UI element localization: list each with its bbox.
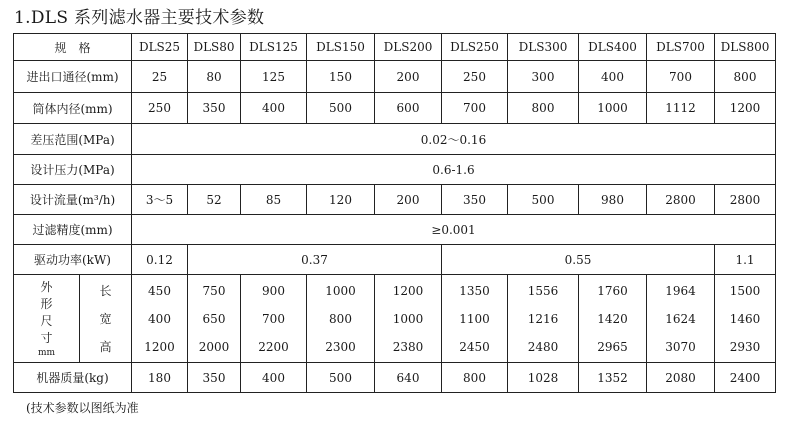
table-cell: 750 (202, 283, 226, 298)
dimensions-cell (132, 275, 188, 363)
table-cell: 1000 (579, 93, 647, 124)
table-cell: 1000 (392, 311, 424, 326)
dimensions-label (14, 275, 80, 363)
table-cell: 1216 (527, 311, 559, 326)
table-cell: 650 (202, 311, 226, 326)
spec-table (13, 33, 776, 393)
table-cell: 180 (132, 363, 188, 393)
table-cell: 3070 (665, 339, 696, 354)
table-cell: 2930 (729, 339, 761, 354)
height-label: 高 (99, 339, 112, 354)
pressure-diff-value: 0.02～0.16 (132, 124, 776, 155)
table-cell: 1028 (508, 363, 579, 393)
model-cell: DLS125 (241, 34, 307, 61)
model-cell: DLS400 (579, 34, 647, 61)
table-cell: 400 (241, 93, 307, 124)
model-cell: DLS80 (188, 34, 241, 61)
table-cell: 2380 (392, 339, 424, 354)
inner-diameter-row (14, 93, 776, 124)
table-cell: 2080 (647, 363, 715, 393)
design-pressure-label: 设计压力(MPa) (14, 155, 132, 185)
table-cell: 800 (329, 311, 352, 326)
table-cell: 2000 (198, 339, 230, 354)
table-cell: 52 (188, 185, 241, 215)
table-cell: 0.55 (442, 245, 715, 275)
length-label: 长 (99, 283, 112, 298)
table-cell: 85 (241, 185, 307, 215)
dimensions-cell (241, 275, 307, 363)
table-cell: 1352 (579, 363, 647, 393)
dimensions-char: 寸 (40, 330, 53, 345)
table-cell: 2965 (597, 339, 628, 354)
table-cell: 400 (579, 61, 647, 93)
table-cell: 2800 (715, 185, 776, 215)
table-cell: 2480 (527, 339, 559, 354)
table-cell: 1.1 (715, 245, 776, 275)
table-cell: 1964 (665, 283, 696, 298)
table-cell: 3～5 (132, 185, 188, 215)
spec-header-row (14, 34, 776, 61)
table-cell: 2450 (459, 339, 490, 354)
design-pressure-row (14, 155, 776, 185)
table-cell: 980 (579, 185, 647, 215)
dimensions-cell (715, 275, 776, 363)
table-cell: 200 (375, 61, 442, 93)
design-pressure-value: 0.6-1.6 (132, 155, 776, 185)
table-cell: 700 (442, 93, 508, 124)
pressure-diff-row (14, 124, 776, 155)
table-cell: 0.12 (132, 245, 188, 275)
table-cell: 1100 (459, 311, 490, 326)
dimensions-cell (307, 275, 375, 363)
dimensions-cell (647, 275, 715, 363)
model-cell: DLS200 (375, 34, 442, 61)
table-cell: 2400 (715, 363, 776, 393)
table-cell: 1760 (597, 283, 628, 298)
design-flow-row (14, 185, 776, 215)
table-cell: 2300 (325, 339, 356, 354)
table-cell: 120 (307, 185, 375, 215)
design-flow-label: 设计流量(m³/h) (14, 185, 132, 215)
table-cell: 1500 (729, 283, 761, 298)
model-cell: DLS300 (508, 34, 579, 61)
width-label: 宽 (99, 311, 112, 326)
dimensions-cell (188, 275, 241, 363)
table-cell: 1460 (729, 311, 761, 326)
dimensions-char: 尺 (40, 313, 53, 328)
table-cell: 80 (188, 61, 241, 93)
spec-label: 规 格 (14, 34, 132, 61)
table-cell: 1350 (459, 283, 490, 298)
table-cell: 350 (188, 93, 241, 124)
table-cell: 200 (375, 185, 442, 215)
table-cell: 350 (188, 363, 241, 393)
table-cell: 125 (241, 61, 307, 93)
dimensions-cell (579, 275, 647, 363)
model-cell: DLS800 (715, 34, 776, 61)
table-cell: 2200 (258, 339, 289, 354)
table-cell: 250 (132, 93, 188, 124)
table-cell: 400 (148, 311, 171, 326)
drive-power-label: 驱动功率(kW) (14, 245, 132, 275)
document-title: 1.DLS 系列滤水器主要技术参数 (14, 8, 265, 28)
table-cell: 450 (148, 283, 171, 298)
inner-diameter-label: 筒体内径(mm) (14, 93, 132, 124)
dimensions-char: 形 (40, 296, 53, 311)
table-cell: 500 (307, 93, 375, 124)
table-cell: 1112 (647, 93, 715, 124)
model-cell: DLS150 (307, 34, 375, 61)
precision-row (14, 215, 776, 245)
dimensions-char: 外 (40, 279, 53, 294)
table-cell: 700 (647, 61, 715, 93)
table-cell: 800 (442, 363, 508, 393)
table-cell: 1200 (715, 93, 776, 124)
table-cell: 800 (715, 61, 776, 93)
precision-label: 过滤精度(mm) (14, 215, 132, 245)
dimensions-cell (442, 275, 508, 363)
table-cell: 1556 (527, 283, 559, 298)
table-cell: 700 (262, 311, 285, 326)
table-cell: 1420 (597, 311, 628, 326)
table-cell: 0.37 (188, 245, 442, 275)
table-cell: 150 (307, 61, 375, 93)
table-cell: 800 (508, 93, 579, 124)
table-cell: 1200 (392, 283, 424, 298)
table-cell: 1200 (144, 339, 175, 354)
table-cell: 500 (307, 363, 375, 393)
pressure-diff-label: 差压范围(MPa) (14, 124, 132, 155)
weight-row (14, 363, 776, 393)
table-cell: 500 (508, 185, 579, 215)
dimensions-unit: mm (37, 347, 56, 358)
inlet-label: 进出口通径(mm) (14, 61, 132, 93)
footnote: (技术参数以图纸为准 (26, 401, 139, 415)
table-cell: 640 (375, 363, 442, 393)
table-cell: 300 (508, 61, 579, 93)
model-cell: DLS25 (132, 34, 188, 61)
table-cell: 1000 (325, 283, 356, 298)
dimensions-cell (375, 275, 442, 363)
model-cell: DLS250 (442, 34, 508, 61)
precision-value: ≥0.001 (132, 215, 776, 245)
table-cell: 900 (262, 283, 285, 298)
table-cell: 350 (442, 185, 508, 215)
dimensions-cell (508, 275, 579, 363)
table-cell: 2800 (647, 185, 715, 215)
table-cell: 25 (132, 61, 188, 93)
drive-power-row (14, 245, 776, 275)
dimensions-row (14, 275, 776, 363)
table-cell: 600 (375, 93, 442, 124)
dimensions-sublabels (80, 275, 132, 363)
table-cell: 250 (442, 61, 508, 93)
model-cell: DLS700 (647, 34, 715, 61)
weight-label: 机器质量(kg) (14, 363, 132, 393)
inlet-row (14, 61, 776, 93)
table-cell: 400 (241, 363, 307, 393)
table-cell: 1624 (665, 311, 696, 326)
